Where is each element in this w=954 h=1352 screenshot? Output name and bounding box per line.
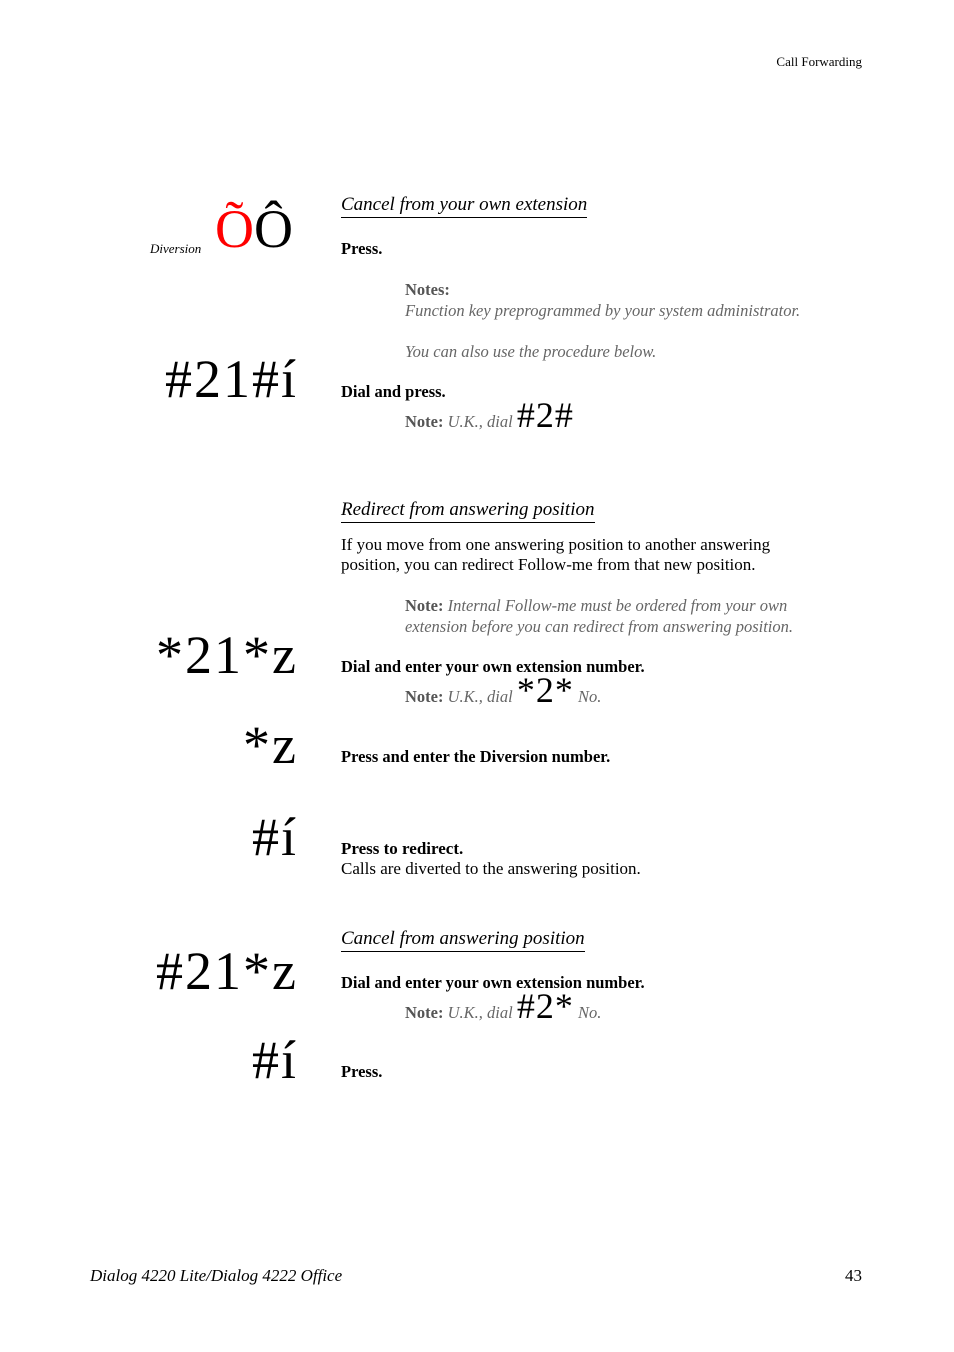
redirect-note-line-1: Internal Follow-me must be ordered from your own bbox=[447, 596, 788, 615]
diversion-key-label: Diversion bbox=[150, 241, 202, 256]
uk-note-suffix: No. bbox=[577, 1003, 602, 1022]
dial-code-cancel-answering: #21*z bbox=[156, 941, 298, 1001]
dial-code-star-z: *z bbox=[243, 715, 298, 775]
uk-dial-code: #2* bbox=[516, 986, 574, 1026]
instruction-dial-enter-extension: Dial and enter your own extension number. bbox=[341, 657, 645, 676]
instruction-enter-diversion: Press and enter the Diversion number. bbox=[341, 747, 611, 766]
redirect-note bbox=[405, 595, 793, 637]
section-heading-cancel-own: Cancel from your own extension bbox=[341, 194, 587, 218]
section-heading-cancel-answering: Cancel from answering position bbox=[341, 928, 585, 952]
notes-label: Notes: bbox=[405, 280, 450, 299]
uk-note-cancel-answering bbox=[405, 986, 602, 1026]
uk-note-label: Note: bbox=[405, 1003, 444, 1022]
instruction-press: Press. bbox=[341, 239, 383, 258]
uk-note-redirect bbox=[405, 670, 602, 710]
dial-code-hash-key: #í bbox=[251, 807, 298, 867]
uk-note-text: U.K., dial bbox=[447, 687, 513, 706]
redirect-description-line-1: If you move from one answering position to another answering bbox=[341, 535, 771, 554]
uk-dial-code: #2# bbox=[516, 395, 574, 435]
notes-block bbox=[405, 279, 800, 321]
uk-note bbox=[405, 395, 574, 435]
section-heading-redirect: Redirect from answering position bbox=[341, 499, 595, 523]
instruction-press-final: Press. bbox=[341, 1062, 383, 1081]
notes-line-2-text: You can also use the procedure below. bbox=[405, 342, 657, 361]
uk-note-label: Note: bbox=[405, 412, 444, 431]
uk-note-suffix: No. bbox=[577, 687, 602, 706]
uk-dial-code: *2* bbox=[516, 670, 574, 710]
redirect-note-label: Note: bbox=[405, 596, 444, 615]
diversion-key-glyph: Ô bbox=[254, 199, 293, 259]
redirect-note-line-2: extension before you can redirect from answering position. bbox=[405, 617, 793, 636]
dial-code-hash-key-2: #í bbox=[251, 1030, 298, 1090]
uk-note-text: U.K., dial bbox=[447, 412, 513, 431]
uk-note-label: Note: bbox=[405, 687, 444, 706]
instruction-press-to-redirect: Press to redirect. bbox=[341, 839, 464, 858]
redirect-result-text: Calls are diverted to the answering position. bbox=[341, 859, 641, 878]
instruction-dial-and-press: Dial and press. bbox=[341, 382, 446, 401]
notes-line-1: Function key preprogrammed by your system administrator. bbox=[405, 301, 801, 320]
page-number: 43 bbox=[845, 1266, 862, 1285]
footer-title: Dialog 4220 Lite/Dialog 4222 Office bbox=[90, 1266, 343, 1285]
diversion-key-icon bbox=[215, 199, 293, 259]
running-header: Call Forwarding bbox=[776, 54, 862, 69]
redirect-description bbox=[341, 535, 770, 575]
dial-code-redirect: *21*z bbox=[156, 625, 298, 685]
diversion-led-glyph: Õ bbox=[215, 199, 254, 259]
notes-line-2 bbox=[405, 341, 656, 362]
instruction-dial-enter-extension-2: Dial and enter your own extension number. bbox=[341, 973, 645, 992]
uk-note-text: U.K., dial bbox=[447, 1003, 513, 1022]
redirect-result bbox=[341, 839, 641, 879]
redirect-description-line-2: position, you can redirect Follow-me from that new position. bbox=[341, 555, 756, 574]
dial-code-cancel: #21#í bbox=[164, 349, 298, 409]
